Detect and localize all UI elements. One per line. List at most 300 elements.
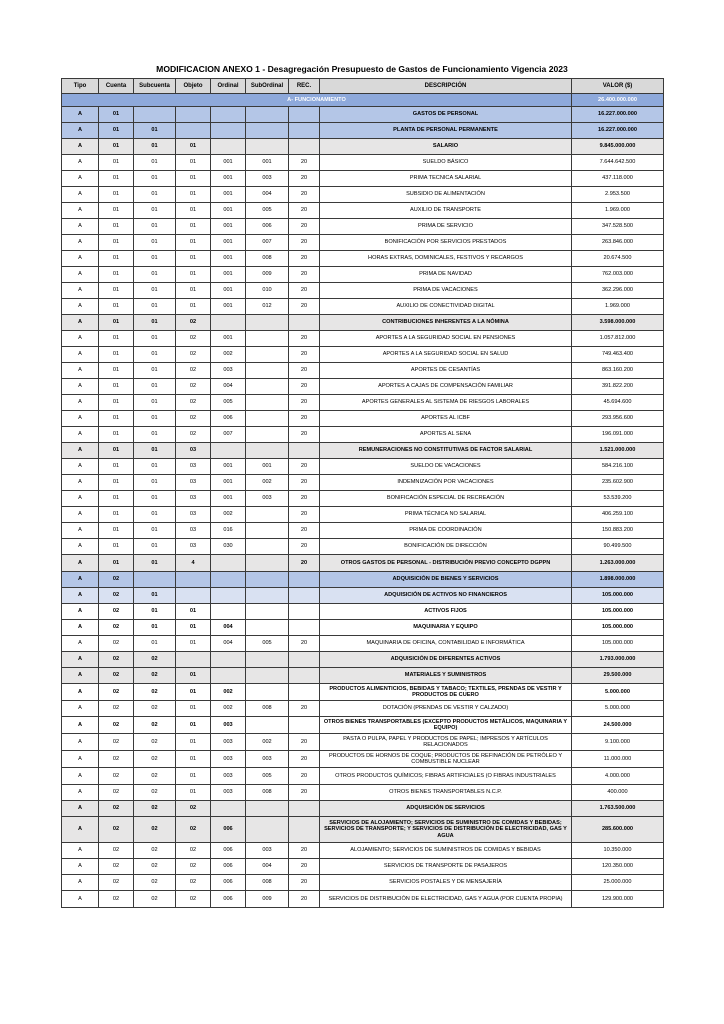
cell-tipo: A xyxy=(62,251,99,267)
cell-subordinal xyxy=(246,523,289,539)
cell-tipo: A xyxy=(62,891,99,908)
cell-subordinal: 012 xyxy=(246,299,289,315)
cell-valor: 29.500.000 xyxy=(572,668,664,684)
cell-tipo: A xyxy=(62,187,99,203)
cell-tipo: A xyxy=(62,347,99,363)
cell-ordinal: 001 xyxy=(211,267,246,283)
cell-cuenta: 01 xyxy=(99,523,134,539)
cell-subordinal: 005 xyxy=(246,203,289,219)
cell-ordinal: 004 xyxy=(211,379,246,395)
cell-objeto: 02 xyxy=(176,891,211,908)
cell-subordinal: 008 xyxy=(246,251,289,267)
cell-cuenta: 01 xyxy=(99,139,134,155)
table-row xyxy=(62,734,664,751)
cell-ordinal: 006 xyxy=(211,875,246,891)
cell-valor: 24.500.000 xyxy=(572,717,664,734)
cell-tipo: A xyxy=(62,219,99,235)
cell-tipo: A xyxy=(62,443,99,459)
cell-subordinal xyxy=(246,107,289,123)
cell-cuenta: 01 xyxy=(99,379,134,395)
cell-ordinal: 001 xyxy=(211,299,246,315)
cell-desc: PLANTA DE PERSONAL PERMANENTE xyxy=(320,123,572,139)
cell-objeto: 01 xyxy=(176,751,211,768)
cell-rec: 20 xyxy=(289,539,320,555)
cell-subordinal: 001 xyxy=(246,155,289,171)
cell-objeto xyxy=(176,107,211,123)
table-body xyxy=(62,94,664,908)
cell-cuenta: 01 xyxy=(99,411,134,427)
table-row xyxy=(62,107,664,123)
cell-objeto: 01 xyxy=(176,734,211,751)
cell-cuenta: 01 xyxy=(99,251,134,267)
cell-ordinal xyxy=(211,801,246,817)
cell-subcuenta: 01 xyxy=(134,219,176,235)
cell-rec: 20 xyxy=(289,395,320,411)
cell-desc: MAQUINARIA DE OFICINA, CONTABILIDAD E INFORMÁTICA xyxy=(320,636,572,652)
cell-subcuenta: 02 xyxy=(134,891,176,908)
table-row xyxy=(62,187,664,203)
cell-subcuenta: 01 xyxy=(134,395,176,411)
cell-objeto: 02 xyxy=(176,363,211,379)
col-header-objeto: Objeto xyxy=(176,79,211,94)
cell-ordinal: 001 xyxy=(211,219,246,235)
cell-tipo: A xyxy=(62,523,99,539)
cell-subordinal: 005 xyxy=(246,636,289,652)
cell-rec: 20 xyxy=(289,235,320,251)
cell-ordinal: 006 xyxy=(211,859,246,875)
cell-objeto: 01 xyxy=(176,171,211,187)
cell-objeto: 02 xyxy=(176,347,211,363)
table-row xyxy=(62,652,664,668)
cell-desc: PASTA O PULPA, PAPEL Y PRODUCTOS DE PAPEL; IMPRESOS Y ARTÍCULOS RELACIONADOS xyxy=(320,734,572,751)
cell-ordinal: 003 xyxy=(211,734,246,751)
cell-ordinal: 001 xyxy=(211,155,246,171)
cell-valor: 129.900.000 xyxy=(572,891,664,908)
table-row xyxy=(62,620,664,636)
cell-subcuenta: 01 xyxy=(134,235,176,251)
cell-rec: 20 xyxy=(289,751,320,768)
cell-rec: 20 xyxy=(289,379,320,395)
cell-valor: 9.100.000 xyxy=(572,734,664,751)
cell-cuenta: 02 xyxy=(99,817,134,843)
cell-subcuenta: 02 xyxy=(134,684,176,701)
table-row xyxy=(62,604,664,620)
cell-subordinal xyxy=(246,507,289,523)
cell-rec: 20 xyxy=(289,155,320,171)
cell-rec: 20 xyxy=(289,701,320,717)
cell-objeto xyxy=(176,572,211,588)
cell-subcuenta: 02 xyxy=(134,652,176,668)
table-row xyxy=(62,203,664,219)
cell-ordinal: 016 xyxy=(211,523,246,539)
cell-desc: MAQUINARIA Y EQUIPO xyxy=(320,620,572,636)
cell-tipo: A xyxy=(62,684,99,701)
cell-desc: SERVICIOS DE ALOJAMIENTO; SERVICIOS DE SUMINISTRO DE COMIDAS Y BEBIDAS; SERVICIOS DE TRANSPORTE; Y SERVICIOS DE DISTRIBUCIÓN DE ELECTRICIDAD, GAS Y AGUA xyxy=(320,817,572,843)
cell-cuenta: 02 xyxy=(99,751,134,768)
cell-rec xyxy=(289,588,320,604)
table-row xyxy=(62,507,664,523)
cell-objeto: 01 xyxy=(176,768,211,785)
cell-tipo: A xyxy=(62,859,99,875)
cell-subcuenta: 01 xyxy=(134,539,176,555)
cell-cuenta: 01 xyxy=(99,459,134,475)
cell-objeto: 02 xyxy=(176,801,211,817)
cell-desc: PRODUCTOS DE HORNOS DE COQUE; PRODUCTOS DE REFINACIÓN DE PETRÓLEO Y COMBUSTIBLE NUCLEAR xyxy=(320,751,572,768)
cell-subordinal xyxy=(246,684,289,701)
cell-desc: SERVICIOS DE TRANSPORTE DE PASAJEROS xyxy=(320,859,572,875)
col-header-descripcion: DESCRIPCIÓN xyxy=(320,79,572,94)
cell-desc: PRIMA TECNICA SALARIAL xyxy=(320,171,572,187)
cell-cuenta: 02 xyxy=(99,768,134,785)
cell-desc: INDEMNIZACIÓN POR VACACIONES xyxy=(320,475,572,491)
cell-rec: 20 xyxy=(289,203,320,219)
cell-subordinal xyxy=(246,315,289,331)
table-row xyxy=(62,155,664,171)
cell-desc: REMUNERACIONES NO CONSTITUTIVAS DE FACTOR SALARIAL xyxy=(320,443,572,459)
cell-valor: 749.463.400 xyxy=(572,347,664,363)
cell-cuenta: 01 xyxy=(99,363,134,379)
cell-ordinal: 006 xyxy=(211,843,246,859)
table-row xyxy=(62,801,664,817)
cell-tipo: A xyxy=(62,171,99,187)
cell-valor: 1.521.000.000 xyxy=(572,443,664,459)
cell-objeto: 02 xyxy=(176,843,211,859)
cell-objeto: 02 xyxy=(176,875,211,891)
cell-desc: MATERIALES Y SUMINISTROS xyxy=(320,668,572,684)
cell-ordinal: 030 xyxy=(211,539,246,555)
cell-subordinal xyxy=(246,817,289,843)
cell-rec: 20 xyxy=(289,523,320,539)
cell-valor: 120.350.000 xyxy=(572,859,664,875)
cell-subordinal xyxy=(246,717,289,734)
cell-ordinal: 002 xyxy=(211,507,246,523)
cell-objeto: 02 xyxy=(176,411,211,427)
cell-objeto: 02 xyxy=(176,315,211,331)
cell-subordinal xyxy=(246,555,289,572)
table-row xyxy=(62,379,664,395)
cell-valor: 5.000.000 xyxy=(572,684,664,701)
cell-subcuenta: 01 xyxy=(134,171,176,187)
cell-valor: 90.499.500 xyxy=(572,539,664,555)
cell-cuenta: 02 xyxy=(99,604,134,620)
col-header-tipo: Tipo xyxy=(62,79,99,94)
table-row xyxy=(62,411,664,427)
cell-rec: 20 xyxy=(289,171,320,187)
cell-cuenta: 01 xyxy=(99,203,134,219)
cell-rec xyxy=(289,684,320,701)
cell-rec xyxy=(289,817,320,843)
table-row xyxy=(62,299,664,315)
cell-ordinal: 002 xyxy=(211,701,246,717)
table-row xyxy=(62,539,664,555)
cell-subordinal: 009 xyxy=(246,891,289,908)
cell-subcuenta: 01 xyxy=(134,523,176,539)
cell-cuenta: 01 xyxy=(99,443,134,459)
cell-tipo: A xyxy=(62,817,99,843)
cell-ordinal xyxy=(211,443,246,459)
cell-subordinal xyxy=(246,123,289,139)
cell-tipo: A xyxy=(62,588,99,604)
cell-ordinal xyxy=(211,588,246,604)
cell-subcuenta: 02 xyxy=(134,668,176,684)
table-row xyxy=(62,768,664,785)
cell-valor: 1.969.000 xyxy=(572,203,664,219)
table-row xyxy=(62,459,664,475)
cell-rec: 20 xyxy=(289,768,320,785)
cell-rec xyxy=(289,315,320,331)
cell-tipo: A xyxy=(62,395,99,411)
cell-subordinal: 008 xyxy=(246,785,289,801)
cell-desc: DOTACIÓN (PRENDAS DE VESTIR Y CALZADO) xyxy=(320,701,572,717)
table-row xyxy=(62,139,664,155)
cell-valor: 400.000 xyxy=(572,785,664,801)
cell-desc: PRODUCTOS ALIMENTICIOS, BEBIDAS Y TABACO; TEXTILES, PRENDAS DE VESTIR Y PRODUCTOS DE CUERO xyxy=(320,684,572,701)
cell-tipo: A xyxy=(62,701,99,717)
cell-tipo: A xyxy=(62,555,99,572)
cell-tipo: A xyxy=(62,203,99,219)
cell-desc: SUELDO DE VACACIONES xyxy=(320,459,572,475)
cell-valor: 1.263.000.000 xyxy=(572,555,664,572)
cell-subordinal: 008 xyxy=(246,701,289,717)
cell-objeto: 01 xyxy=(176,251,211,267)
table-row xyxy=(62,283,664,299)
cell-rec: 20 xyxy=(289,267,320,283)
cell-subcuenta: 01 xyxy=(134,347,176,363)
cell-tipo: A xyxy=(62,507,99,523)
cell-ordinal: 007 xyxy=(211,427,246,443)
table-row xyxy=(62,891,664,908)
cell-objeto: 01 xyxy=(176,267,211,283)
cell-tipo: A xyxy=(62,785,99,801)
table-row xyxy=(62,267,664,283)
cell-tipo: A xyxy=(62,604,99,620)
cell-subordinal xyxy=(246,572,289,588)
cell-desc: ADQUISICIÓN DE DIFERENTES ACTIVOS xyxy=(320,652,572,668)
cell-valor: 11.000.000 xyxy=(572,751,664,768)
cell-tipo: A xyxy=(62,155,99,171)
cell-valor: 347.528.500 xyxy=(572,219,664,235)
page-title: MODIFICACION ANEXO 1 - Desagregación Presupuesto de Gastos de Funcionamiento Vigencia 2023 xyxy=(156,64,568,74)
cell-cuenta: 01 xyxy=(99,171,134,187)
cell-desc: CONTRIBUCIONES INHERENTES A LA NÓMINA xyxy=(320,315,572,331)
cell-desc: SERVICIOS POSTALES Y DE MENSAJERÍA xyxy=(320,875,572,891)
cell-cuenta: 02 xyxy=(99,701,134,717)
section-value: 26.400.000.000 xyxy=(572,94,664,107)
cell-cuenta: 01 xyxy=(99,395,134,411)
cell-desc: OTROS BIENES TRANSPORTABLES (EXCEPTO PRODUCTOS METÁLICOS, MAQUINARIA Y EQUIPO) xyxy=(320,717,572,734)
cell-subcuenta: 01 xyxy=(134,459,176,475)
cell-subordinal xyxy=(246,331,289,347)
cell-ordinal xyxy=(211,572,246,588)
table-row xyxy=(62,636,664,652)
cell-objeto xyxy=(176,588,211,604)
cell-subordinal: 003 xyxy=(246,751,289,768)
cell-ordinal: 001 xyxy=(211,491,246,507)
cell-ordinal: 004 xyxy=(211,620,246,636)
cell-subordinal xyxy=(246,668,289,684)
cell-objeto: 03 xyxy=(176,491,211,507)
cell-subordinal: 003 xyxy=(246,491,289,507)
cell-cuenta: 01 xyxy=(99,299,134,315)
cell-cuenta: 02 xyxy=(99,652,134,668)
cell-cuenta: 01 xyxy=(99,507,134,523)
cell-cuenta: 02 xyxy=(99,620,134,636)
cell-desc: AUXILIO DE TRANSPORTE xyxy=(320,203,572,219)
cell-objeto: 01 xyxy=(176,684,211,701)
table-row xyxy=(62,315,664,331)
cell-desc: ACTIVOS FIJOS xyxy=(320,604,572,620)
cell-cuenta: 01 xyxy=(99,107,134,123)
cell-subcuenta: 01 xyxy=(134,379,176,395)
table-row xyxy=(62,171,664,187)
cell-objeto: 02 xyxy=(176,379,211,395)
cell-objeto: 02 xyxy=(176,331,211,347)
cell-valor: 16.227.000.000 xyxy=(572,107,664,123)
cell-subcuenta: 02 xyxy=(134,768,176,785)
cell-cuenta: 02 xyxy=(99,684,134,701)
table-row xyxy=(62,785,664,801)
cell-ordinal xyxy=(211,652,246,668)
cell-rec: 20 xyxy=(289,785,320,801)
cell-desc: APORTES AL SENA xyxy=(320,427,572,443)
cell-subcuenta: 02 xyxy=(134,875,176,891)
cell-subcuenta: 01 xyxy=(134,604,176,620)
cell-valor: 4.000.000 xyxy=(572,768,664,785)
cell-ordinal: 003 xyxy=(211,751,246,768)
cell-valor: 863.160.200 xyxy=(572,363,664,379)
cell-cuenta: 01 xyxy=(99,315,134,331)
cell-subcuenta xyxy=(134,107,176,123)
cell-objeto: 03 xyxy=(176,443,211,459)
cell-rec: 20 xyxy=(289,491,320,507)
table-row xyxy=(62,475,664,491)
cell-desc: APORTES A LA SEGURIDAD SOCIAL EN SALUD xyxy=(320,347,572,363)
cell-ordinal: 002 xyxy=(211,684,246,701)
cell-subordinal: 005 xyxy=(246,768,289,785)
cell-subordinal xyxy=(246,395,289,411)
cell-subordinal: 004 xyxy=(246,859,289,875)
cell-valor: 293.956.600 xyxy=(572,411,664,427)
cell-tipo: A xyxy=(62,459,99,475)
cell-rec: 20 xyxy=(289,507,320,523)
cell-tipo: A xyxy=(62,379,99,395)
cell-tipo: A xyxy=(62,843,99,859)
table-row xyxy=(62,491,664,507)
cell-objeto: 03 xyxy=(176,475,211,491)
cell-subcuenta: 01 xyxy=(134,283,176,299)
cell-desc: PRIMA DE VACACIONES xyxy=(320,283,572,299)
cell-rec: 20 xyxy=(289,555,320,572)
cell-subcuenta: 01 xyxy=(134,203,176,219)
cell-tipo: A xyxy=(62,107,99,123)
cell-cuenta: 02 xyxy=(99,875,134,891)
cell-subcuenta: 01 xyxy=(134,555,176,572)
section-row xyxy=(62,94,664,107)
cell-objeto: 01 xyxy=(176,299,211,315)
table-row xyxy=(62,859,664,875)
cell-subordinal xyxy=(246,801,289,817)
cell-cuenta: 01 xyxy=(99,491,134,507)
table-row xyxy=(62,701,664,717)
table-row xyxy=(62,572,664,588)
cell-ordinal: 001 xyxy=(211,171,246,187)
cell-valor: 584.216.100 xyxy=(572,459,664,475)
cell-ordinal: 001 xyxy=(211,475,246,491)
cell-valor: 45.694.600 xyxy=(572,395,664,411)
cell-ordinal: 001 xyxy=(211,331,246,347)
cell-valor: 235.602.900 xyxy=(572,475,664,491)
cell-objeto: 01 xyxy=(176,717,211,734)
cell-subcuenta: 02 xyxy=(134,817,176,843)
cell-tipo: A xyxy=(62,427,99,443)
col-header-ordinal: Ordinal xyxy=(211,79,246,94)
cell-objeto: 01 xyxy=(176,785,211,801)
cell-cuenta: 01 xyxy=(99,267,134,283)
cell-cuenta: 02 xyxy=(99,717,134,734)
cell-valor: 7.644.642.500 xyxy=(572,155,664,171)
cell-desc: APORTES A CAJAS DE COMPENSACIÓN FAMILIAR xyxy=(320,379,572,395)
cell-objeto: 01 xyxy=(176,636,211,652)
cell-cuenta: 01 xyxy=(99,235,134,251)
cell-valor: 25.000.000 xyxy=(572,875,664,891)
cell-subordinal xyxy=(246,427,289,443)
cell-cuenta: 02 xyxy=(99,891,134,908)
cell-valor: 20.674.500 xyxy=(572,251,664,267)
table-row xyxy=(62,395,664,411)
cell-rec xyxy=(289,123,320,139)
cell-rec: 20 xyxy=(289,187,320,203)
table-row xyxy=(62,427,664,443)
cell-desc: APORTES A LA SEGURIDAD SOCIAL EN PENSIONES xyxy=(320,331,572,347)
cell-rec: 20 xyxy=(289,427,320,443)
cell-objeto: 01 xyxy=(176,668,211,684)
table-row xyxy=(62,443,664,459)
cell-subcuenta: 01 xyxy=(134,267,176,283)
cell-cuenta: 01 xyxy=(99,427,134,443)
cell-rec: 20 xyxy=(289,283,320,299)
cell-objeto: 02 xyxy=(176,817,211,843)
cell-subcuenta: 01 xyxy=(134,251,176,267)
cell-rec: 20 xyxy=(289,734,320,751)
cell-tipo: A xyxy=(62,734,99,751)
col-header-subcuenta: Subcuenta xyxy=(134,79,176,94)
cell-subordinal: 008 xyxy=(246,875,289,891)
cell-tipo: A xyxy=(62,751,99,768)
cell-subcuenta: 02 xyxy=(134,859,176,875)
cell-valor: 406.259.100 xyxy=(572,507,664,523)
cell-subordinal xyxy=(246,363,289,379)
header-row xyxy=(62,79,664,94)
cell-subordinal: 004 xyxy=(246,187,289,203)
cell-desc: GASTOS DE PERSONAL xyxy=(320,107,572,123)
cell-cuenta: 02 xyxy=(99,588,134,604)
cell-valor: 437.118.000 xyxy=(572,171,664,187)
cell-subordinal: 003 xyxy=(246,843,289,859)
cell-subcuenta: 02 xyxy=(134,843,176,859)
table-row xyxy=(62,717,664,734)
cell-ordinal xyxy=(211,668,246,684)
cell-ordinal: 001 xyxy=(211,187,246,203)
cell-rec xyxy=(289,717,320,734)
cell-rec: 20 xyxy=(289,299,320,315)
cell-rec: 20 xyxy=(289,251,320,267)
cell-subcuenta xyxy=(134,572,176,588)
cell-subcuenta: 01 xyxy=(134,123,176,139)
cell-tipo: A xyxy=(62,123,99,139)
cell-cuenta: 01 xyxy=(99,347,134,363)
cell-cuenta: 01 xyxy=(99,219,134,235)
cell-desc: AUXILIO DE CONECTIVIDAD DIGITAL xyxy=(320,299,572,315)
